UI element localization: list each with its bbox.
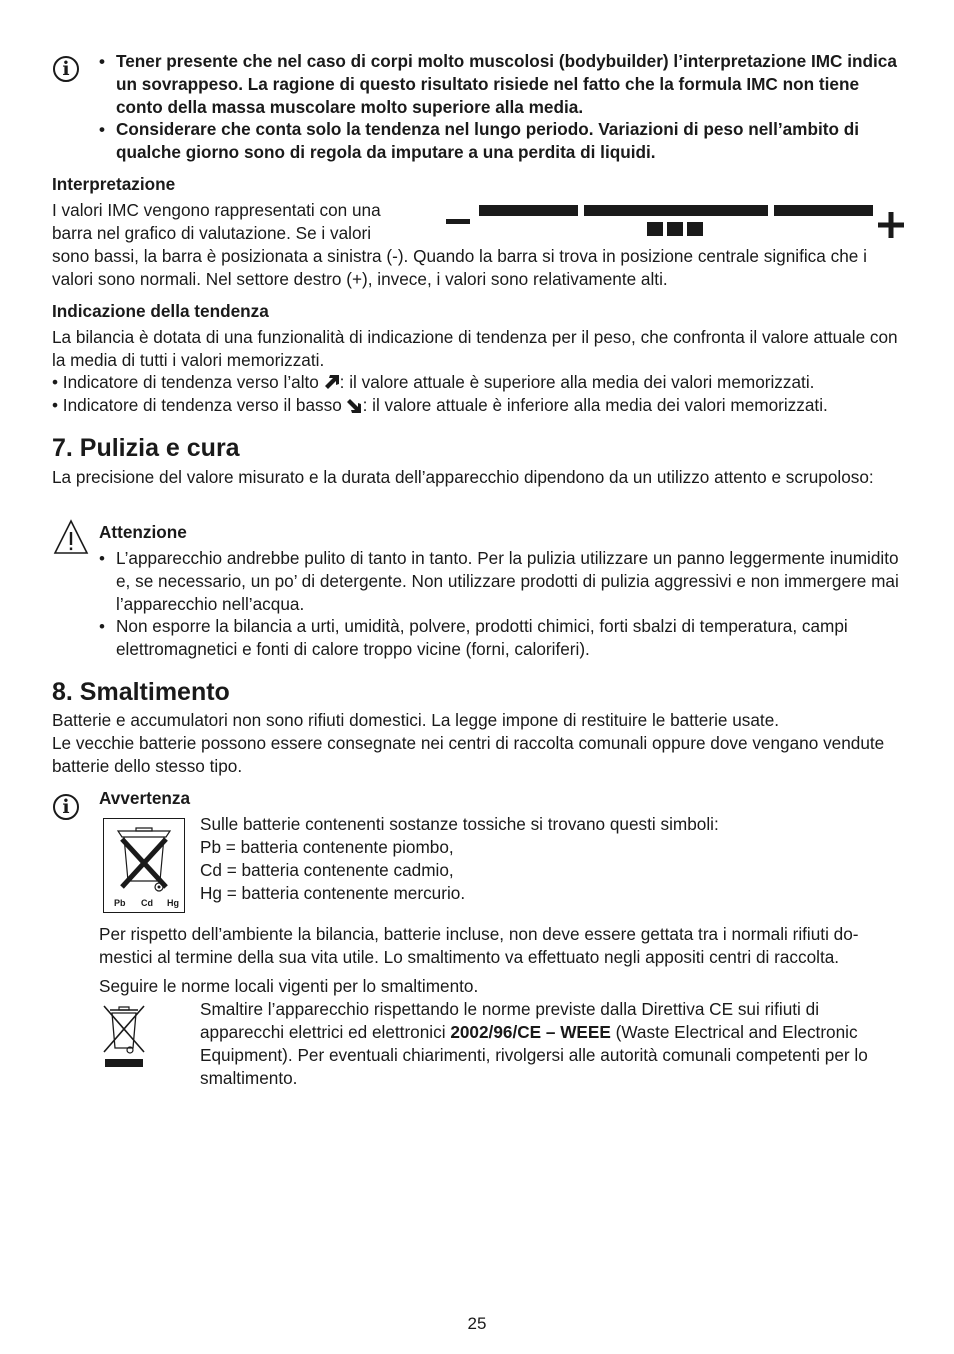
section-title-smaltimento: 8. Smaltimento <box>52 678 230 706</box>
symbol-pb: Pb = batteria contenente piombo, <box>200 837 454 857</box>
interpretazione-line1: I valori IMC vengono rappresentati con una <box>52 200 381 220</box>
pulizia-intro: La precisione del valore misurato e la durata dell’apparecchio dipendono da un utilizzo attento e scrupoloso: <box>52 467 874 487</box>
weee-bin-icon <box>100 1002 148 1070</box>
bin-label-cd: Cd <box>141 898 153 908</box>
bullet-dot: • <box>99 617 105 636</box>
arrow-down-right-icon <box>347 398 363 414</box>
smaltimento-line2: Le vecchie batterie possono essere consegnate nei centri di raccolta comunali oppure dove vengano vendute batterie dello stesso tipo. <box>52 733 885 776</box>
note-bodybuilder: Tener presente che nel caso di corpi molto muscolosi (bodybuilder) l’interpretazione IMC indica un sovrappeso. La ragione di questo risultato risiede nel fatto che la formula IMC non tiene conto della massa muscolare molto superiore alla media. <box>116 51 897 117</box>
bullet-dot: • <box>52 372 63 392</box>
tendenza-up-desc: : il valore attuale è superiore alla media dei valori memorizzati. <box>339 372 815 392</box>
info-icon: i <box>53 794 79 820</box>
bar-indicator-block <box>667 222 683 236</box>
bin-label-pb: Pb <box>114 898 126 908</box>
plus-sign <box>878 212 904 238</box>
weee-directive: 2002/96/CE – WEEE <box>450 1022 611 1042</box>
symbols-intro: Sulle batterie contenenti sostanze tossiche si trovano questi simboli: <box>200 814 719 834</box>
heading-avvertenza: Avvertenza <box>99 788 191 808</box>
info-icon: i <box>53 56 79 82</box>
weee-text-a: Smaltire l’apparecchio rispettando le norme previste dalla Direttiva CE sui rifiuti di apparecchi elettrici ed elettronici <box>200 999 820 1042</box>
minus-sign <box>446 219 470 224</box>
smaltimento-para1: Per rispetto dell’ambiente la bilancia, batterie incluse, non deve essere gettata tra i normali rifiuti domestici al termine della sua vita utile. Lo smaltimento va effettuato negli appositi centri di raccolta. <box>99 924 859 967</box>
bullet-dot: • <box>52 395 63 415</box>
bullet-dot: • <box>99 120 105 139</box>
heading-tendenza: Indicazione della tendenza <box>52 301 269 321</box>
interpretazione-text: sono bassi, la barra è posizionata a sinistra (-). Quando la barra si trova in posizione centrale significa che i valori sono normali. Nel settore destro (+), invece, i valori sono relativamente alti. <box>52 246 867 289</box>
tendenza-up-item <box>52 371 814 394</box>
page-number: 25 <box>467 1314 487 1333</box>
smaltimento-line1: Batterie e accumulatori non sono rifiuti domestici. La legge impone di restituire le batterie usate. <box>52 710 780 730</box>
bar-segment-low <box>479 205 578 216</box>
heading-attenzione: Attenzione <box>99 522 187 542</box>
note-tendenza: Considerare che conta solo la tendenza nel lungo periodo. Variazioni di peso nell’ambito di qualche giorno sono di regola da imputare a una perdita di liquidi. <box>116 119 860 162</box>
symbol-hg: Hg = batteria contenente mercurio. <box>200 883 466 903</box>
bullet-dot: • <box>99 52 105 71</box>
warning-triangle-icon <box>53 519 89 555</box>
weee-text-b: (Waste Electrical and Electronic Equipment). Per eventuali chiarimenti, rivolgersi alle autorità comunali competenti per lo smaltimento. <box>200 1022 868 1088</box>
tendenza-intro: La bilancia è dotata di una funzionalità di indicazione di tendenza per il peso, che confronta il valore attuale con la media di tutti i valori memorizzati. <box>52 327 898 370</box>
arrow-up-right-icon <box>324 374 340 390</box>
pulizia-bullet-2: Non esporre la bilancia a urti, umidità, polvere, prodotti chimici, forti sbalzi di temperatura, campi elettromagnetici e fonti di calore troppo vicine (forni, caloriferi). <box>116 616 848 659</box>
heading-interpretazione: Interpretazione <box>52 174 176 194</box>
bar-indicator-block <box>647 222 663 236</box>
bar-segment-normal <box>584 205 768 216</box>
weee-text <box>200 998 906 1090</box>
smaltimento-para2: Seguire le norme locali vigenti per lo smaltimento. <box>99 976 479 996</box>
bar-indicator-block <box>687 222 703 236</box>
bar-segment-high <box>774 205 873 216</box>
tendenza-down-item <box>52 394 828 417</box>
section-title-pulizia: 7. Pulizia e cura <box>52 434 240 462</box>
tendenza-up-label: Indicatore di tendenza verso l’alto <box>62 372 319 392</box>
tendenza-down-label: Indicatore di tendenza verso il basso <box>62 395 342 415</box>
bullet-dot: • <box>99 549 105 568</box>
tendenza-down-desc: : il valore attuale è inferiore alla media dei valori memorizzati. <box>362 395 828 415</box>
pulizia-bullet-1: L’apparecchio andrebbe pulito di tanto in tanto. Per la pulizia utilizzare un panno leggermente inumidito e, se necessario, un po’ di detergente. Non utilizzare prodotti di pulizia aggressivi e non immergere mai l’apparecchio nell’acqua. <box>116 548 899 614</box>
battery-disposal-symbol <box>103 818 185 913</box>
interpretazione-line2: barra nel grafico di valutazione. Se i valori <box>52 223 372 243</box>
symbol-cd: Cd = batteria contenente cadmio, <box>200 860 454 880</box>
crossed-bin-icon <box>104 819 184 894</box>
bin-label-hg: Hg <box>167 898 179 908</box>
